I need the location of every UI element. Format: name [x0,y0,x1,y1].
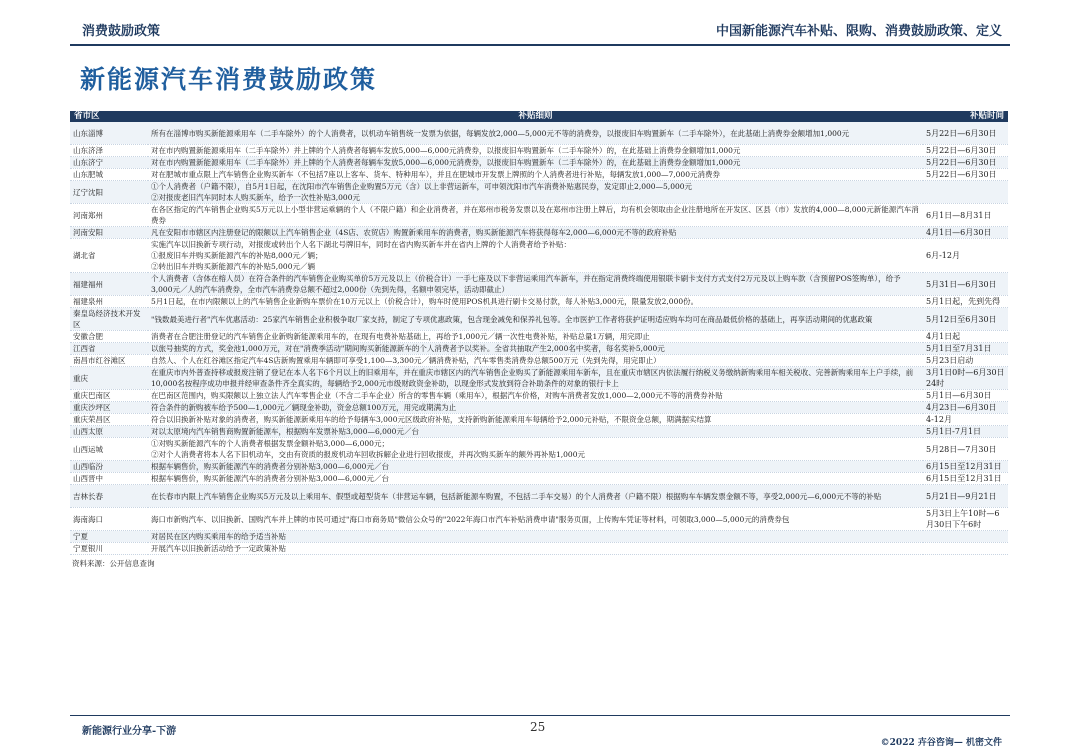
row-time-cell: 4-12月 [923,414,1008,426]
table-row [70,402,1008,414]
row-time-cell: 5月22日—6月30日 [923,169,1008,181]
row-region-cell: 重庆荣昌区 [70,414,148,426]
row-time-cell: 5月21日—9月21日 [923,485,1008,508]
page-number: 25 [530,720,546,734]
row-detail-cell: 以旅号抽奖的方式，奖金池1,000万元，对在"消费季活动"期间购买新能源新车的个人消费者予以奖补。全省共抽取产生2,000名中奖者，每名奖补5,000元 [148,343,923,355]
header-right-label: 中国新能源汽车补贴、限购、消费鼓励政策、定义 [715,24,1002,39]
table-row [70,181,1008,204]
table-row [70,145,1008,157]
table-row [70,426,1008,438]
table-row [70,508,1008,531]
row-region-cell: 山西晋中 [70,473,148,485]
row-region-cell: 江西省 [70,343,148,355]
row-time-cell: 6月-12月 [923,239,1008,273]
row-detail-cell: 消费者在合肥注册登记的汽车销售企业新购新能源乘用车的，在现有电费补贴基础上，再给予1,000元／辆一次性电费补贴，补贴总量1万辆，用完即止 [148,331,923,343]
row-region-cell: 秦皇岛经济技术开发区 [70,308,148,331]
row-detail-cell: 对在肥城市重点限上汽车销售企业购买新车（不包括7座以上客车、货车、特种用车），并且在肥城市开发票上牌照的个人消费者进行补贴，每辆发放1,000—7,000元消费券 [148,169,923,181]
row-region-cell: 山东淄博 [70,122,148,145]
table-row [70,438,1008,461]
row-detail-cell: 根据车辆售价，购买新能源汽车的消费者分别补贴3,000—6,000元／台 [148,473,923,485]
row-detail-cell: 在巴南区范围内，购买限额以上独立法人汽车零售企业（不含二手车企业）所含的零售车辆（乘用车），根据汽车价格，对购车消费者发放1,000—2,000元不等的消费券补贴 [148,390,923,402]
table-body [70,122,1008,555]
row-time-cell: 5月12日至6月30日 [923,308,1008,331]
row-time-cell: 3月1日0时—6月30日24时 [923,367,1008,390]
row-region-cell: 安徽合肥 [70,331,148,343]
row-region-cell: 山东济宁 [70,157,148,169]
row-region-cell: 山东济泽 [70,145,148,157]
header-left-label: 消费鼓励政策 [82,24,161,39]
row-time-cell: 5月22日—6月30日 [923,122,1008,145]
table-row [70,485,1008,508]
row-time-cell [923,181,1008,204]
row-detail-cell: 在各区指定的汽车销售企业购买5万元以上小型非营运乘辆的个人（不限户籍）和企业消费者，并在郑州市税务发票以及在郑州市注册上牌后，均有机会领取由企业注册地所在开发区、区县（市）发放的4,000—8,000元新能源汽车消费券 [148,204,923,227]
table-row [70,273,1008,296]
row-detail-cell: 对在市内购置新能源乘用车（二手车除外）并上牌的个人消费者每辆车发放5,000—6,000元消费券，以报废旧车购置新车（二手车除外）的，在此基础上消费券金额增加1,000元 [148,157,923,169]
row-detail-cell: ①对购买新能源汽车的个人消费者根据发票金额补贴3,000—6,000元； ②对个人消费者将本人名下旧机动车，交由有资质的报废机动车回收拆解企业进行回收报废，并再次购买新车的额外再补贴1,000元 [148,438,923,461]
row-time-cell: 5月1日—6月30日 [923,390,1008,402]
row-detail-cell: 开展汽车以旧换新活动给予一定政策补贴 [148,543,923,555]
row-time-cell: 5月28日—7月30日 [923,438,1008,461]
column-header-region: 省市区 [70,111,148,122]
row-region-cell: 重庆巴南区 [70,390,148,402]
table-row [70,355,1008,367]
table-row [70,331,1008,343]
table-row [70,473,1008,485]
row-region-cell: 山西太原 [70,426,148,438]
row-detail-cell: 对以太原境内汽车销售商购置新能源车，根据购车发票补贴3,000—6,000元／台 [148,426,923,438]
table-row [70,390,1008,402]
table-row [70,296,1008,308]
page-title: 新能源汽车消费鼓励政策 [80,65,378,94]
row-detail-cell: 对居民在区内购买乘用车的给予适当补贴 [148,531,923,543]
row-time-cell: 6月15日至12月31日 [923,473,1008,485]
table-row [70,414,1008,426]
table-row [70,543,1008,555]
row-region-cell: 湖北省 [70,239,148,273]
table-row [70,308,1008,331]
row-region-cell: 山东肥城 [70,169,148,181]
row-detail-cell: 符合以旧换新补贴对象的消费者，购买新能源新乘用车的给予每辆车3,000元区级政府补贴，支持新购新能源乘用车每辆给予2,000元补贴，不限资金总额，期满据实结算 [148,414,923,426]
row-detail-cell: 实施汽车以旧换新专项行动，对报废或转出个人名下湖北号牌旧车，同时在省内购买新车并在省内上牌的个人消费者给予补贴： ①报废旧车并购买新能源汽车的补贴8,000元／辆； ②转出旧车并购买新能源汽车的补贴5,000元／辆 [148,239,923,273]
table-header-row [70,111,1008,122]
row-region-cell: 重庆 [70,367,148,390]
table-row [70,239,1008,273]
row-detail-cell: 所有在淄博市购买新能源乘用车（二手车除外）的个人消费者，以机动车销售统一发票为依据，每辆发放2,000—5,000元不等的消费券，以报废旧车购置新车（二手车除外），在此基础上消费券金额增加1,000元 [148,122,923,145]
row-time-cell: 5月23日启动 [923,355,1008,367]
row-region-cell: 河南安阳 [70,227,148,239]
row-time-cell: 4月1日—6月30日 [923,227,1008,239]
row-detail-cell: 符合条件的新购被车给予500—1,000元／辆现金补助，资金总额100万元，用完或期满为止 [148,402,923,414]
column-header-time: 补贴时间 [923,111,1008,122]
row-detail-cell: ①个人消费者（户籍不限），自5月1日起，在沈阳市汽车销售企业购置5万元（含）以上非营运新车，可申领沈阳市汽车消费补贴惠民券，发定即止2,000—5,000元 ②对报废老旧汽车同时本人购买新车，给予一次性补贴3,000元 [148,181,923,204]
row-time-cell: 5月22日—6月30日 [923,157,1008,169]
row-time-cell: 5月31日—6月30日 [923,273,1008,296]
row-time-cell [923,543,1008,555]
page-header [0,0,1080,46]
footer-rule [70,715,1010,716]
footer-copyright: ©2022 卉谷咨询— 机密文件 [880,738,1002,748]
table-row [70,461,1008,473]
row-region-cell: 宁夏 [70,531,148,543]
row-region-cell: 河南郑州 [70,204,148,227]
table-row [70,343,1008,355]
row-detail-cell: 个人消费者（含体在榕人员）在符合条件的汽车销售企业购买单价5万元及以上（价税合计）一手七座及以下非营运乘用汽车新车，并在指定消费终端使用银联卡刷卡支付方式支付2万元及以上购车款（含预留POS签购单），给予3,000元／人的汽车消费券，全市汽车消费券总额不超过2,000份（先到先得，名额申领完毕，活动即截止） [148,273,923,296]
table-row [70,169,1008,181]
row-time-cell: 6月1日—8月31日 [923,204,1008,227]
row-time-cell: 5月1日起，先到先得 [923,296,1008,308]
row-time-cell: 6月15日至12月31日 [923,461,1008,473]
policy-table-container [70,111,1008,569]
row-time-cell [923,531,1008,543]
row-region-cell: 福建泉州 [70,296,148,308]
row-time-cell: 4月23日—6月30日 [923,402,1008,414]
table-row [70,122,1008,145]
table-row [70,227,1008,239]
policy-table [70,111,1008,555]
row-time-cell: 5月22日—6月30日 [923,145,1008,157]
table-row [70,157,1008,169]
row-detail-cell: 对在市内购置新能源乘用车（二手车除外）并上牌的个人消费者每辆车发放5,000—6,000元消费券，以报废旧车购置新车（二手车除外）的，在此基础上消费券金额增加1,000元 [148,145,923,157]
row-region-cell: 辽宁沈阳 [70,181,148,204]
row-detail-cell: 自然人、个人在红谷滩区指定汽车4S店新购置乘用车辆即可享受1,100—3,300元／辆消费补贴，汽车零售类消费券总额500万元（先到先得，用完即止） [148,355,923,367]
row-time-cell: 4月1日起 [923,331,1008,343]
row-detail-cell: "钱数最美进行者"汽车优惠活动：25家汽车销售企业积极争取厂家支持，制定了专项优惠政策，包含现金减免和保养礼包等。全市医护工作者将获护证明适应购车均可在商品最低价格的基础上，再享活动期间的优惠政策 [148,308,923,331]
row-region-cell: 山西运城 [70,438,148,461]
row-region-cell: 山西临汾 [70,461,148,473]
row-detail-cell: 在长春市内限上汽车销售企业购买5万元及以上乘用车、假型或超型货车（非营运车辆，包括新能源车购置，不包括二手车交易）的个人消费者（户籍不限）根据购车车辆发票金额不等，享受2,000元—6,000元不等的补贴 [148,485,923,508]
row-time-cell: 5月1日至7月31日 [923,343,1008,355]
row-region-cell: 海南海口 [70,508,148,531]
row-detail-cell: 海口市新购汽车、以旧换新、国购汽车并上牌的市民可通过"海口市商务局"微信公众号的"2022年海口市汽车补贴消费申请"服务页面，上传购车凭证等材料，可领取3,000—5,000元的消费券包 [148,508,923,531]
header-rule [70,44,1010,46]
row-detail-cell: 根据车辆售价，购买新能源汽车的消费者分别补贴3,000—6,000元／台 [148,461,923,473]
row-time-cell: 5月1日-7月1日 [923,426,1008,438]
footer-left-label: 新能源行业分享-下游 [82,726,177,737]
row-detail-cell: 在重庆市内外普查持移或报废注销了登记在本人名下6个月以上的旧乘用车，并在重庆市辖区内的汽车销售企业购买了新能源乘用车新车，且在重庆市辖区内依法履行纳税义务缴纳新购乘用车相关税收、完善新购乘用车上户手续，前10,000名按程序成功申报并经审查条件齐全真实的，每辆给予2,000元市级财政资金补助，以现金形式发放到符合补助条件的对象的银行卡上 [148,367,923,390]
row-time-cell: 5月3日上午10时—6月30日下午6时 [923,508,1008,531]
source-note: 资料来源：公开信息查询 [72,559,155,568]
row-region-cell: 吉林长春 [70,485,148,508]
row-region-cell: 南昌市红谷滩区 [70,355,148,367]
row-region-cell: 重庆沙坪区 [70,402,148,414]
row-region-cell: 宁夏银川 [70,543,148,555]
row-region-cell: 福建福州 [70,273,148,296]
row-detail-cell: 5月1日起，在市内限额以上的汽车销售企业新购车票价在10万元以上（价税合计），购车时使用POS机具进行刷卡交易付款，每人补贴3,000元，限量发放2,000份。 [148,296,923,308]
row-detail-cell: 凡在安阳市市辖区内注册登记的限额以上汽车销售企业（4S店、农贸店）购置新乘用车的消费者，购买新能源汽车将获得每车2,000—6,000元不等的政府补贴 [148,227,923,239]
table-row [70,367,1008,390]
table-row [70,204,1008,227]
table-row [70,531,1008,543]
column-header-detail: 补贴细则 [148,111,923,122]
